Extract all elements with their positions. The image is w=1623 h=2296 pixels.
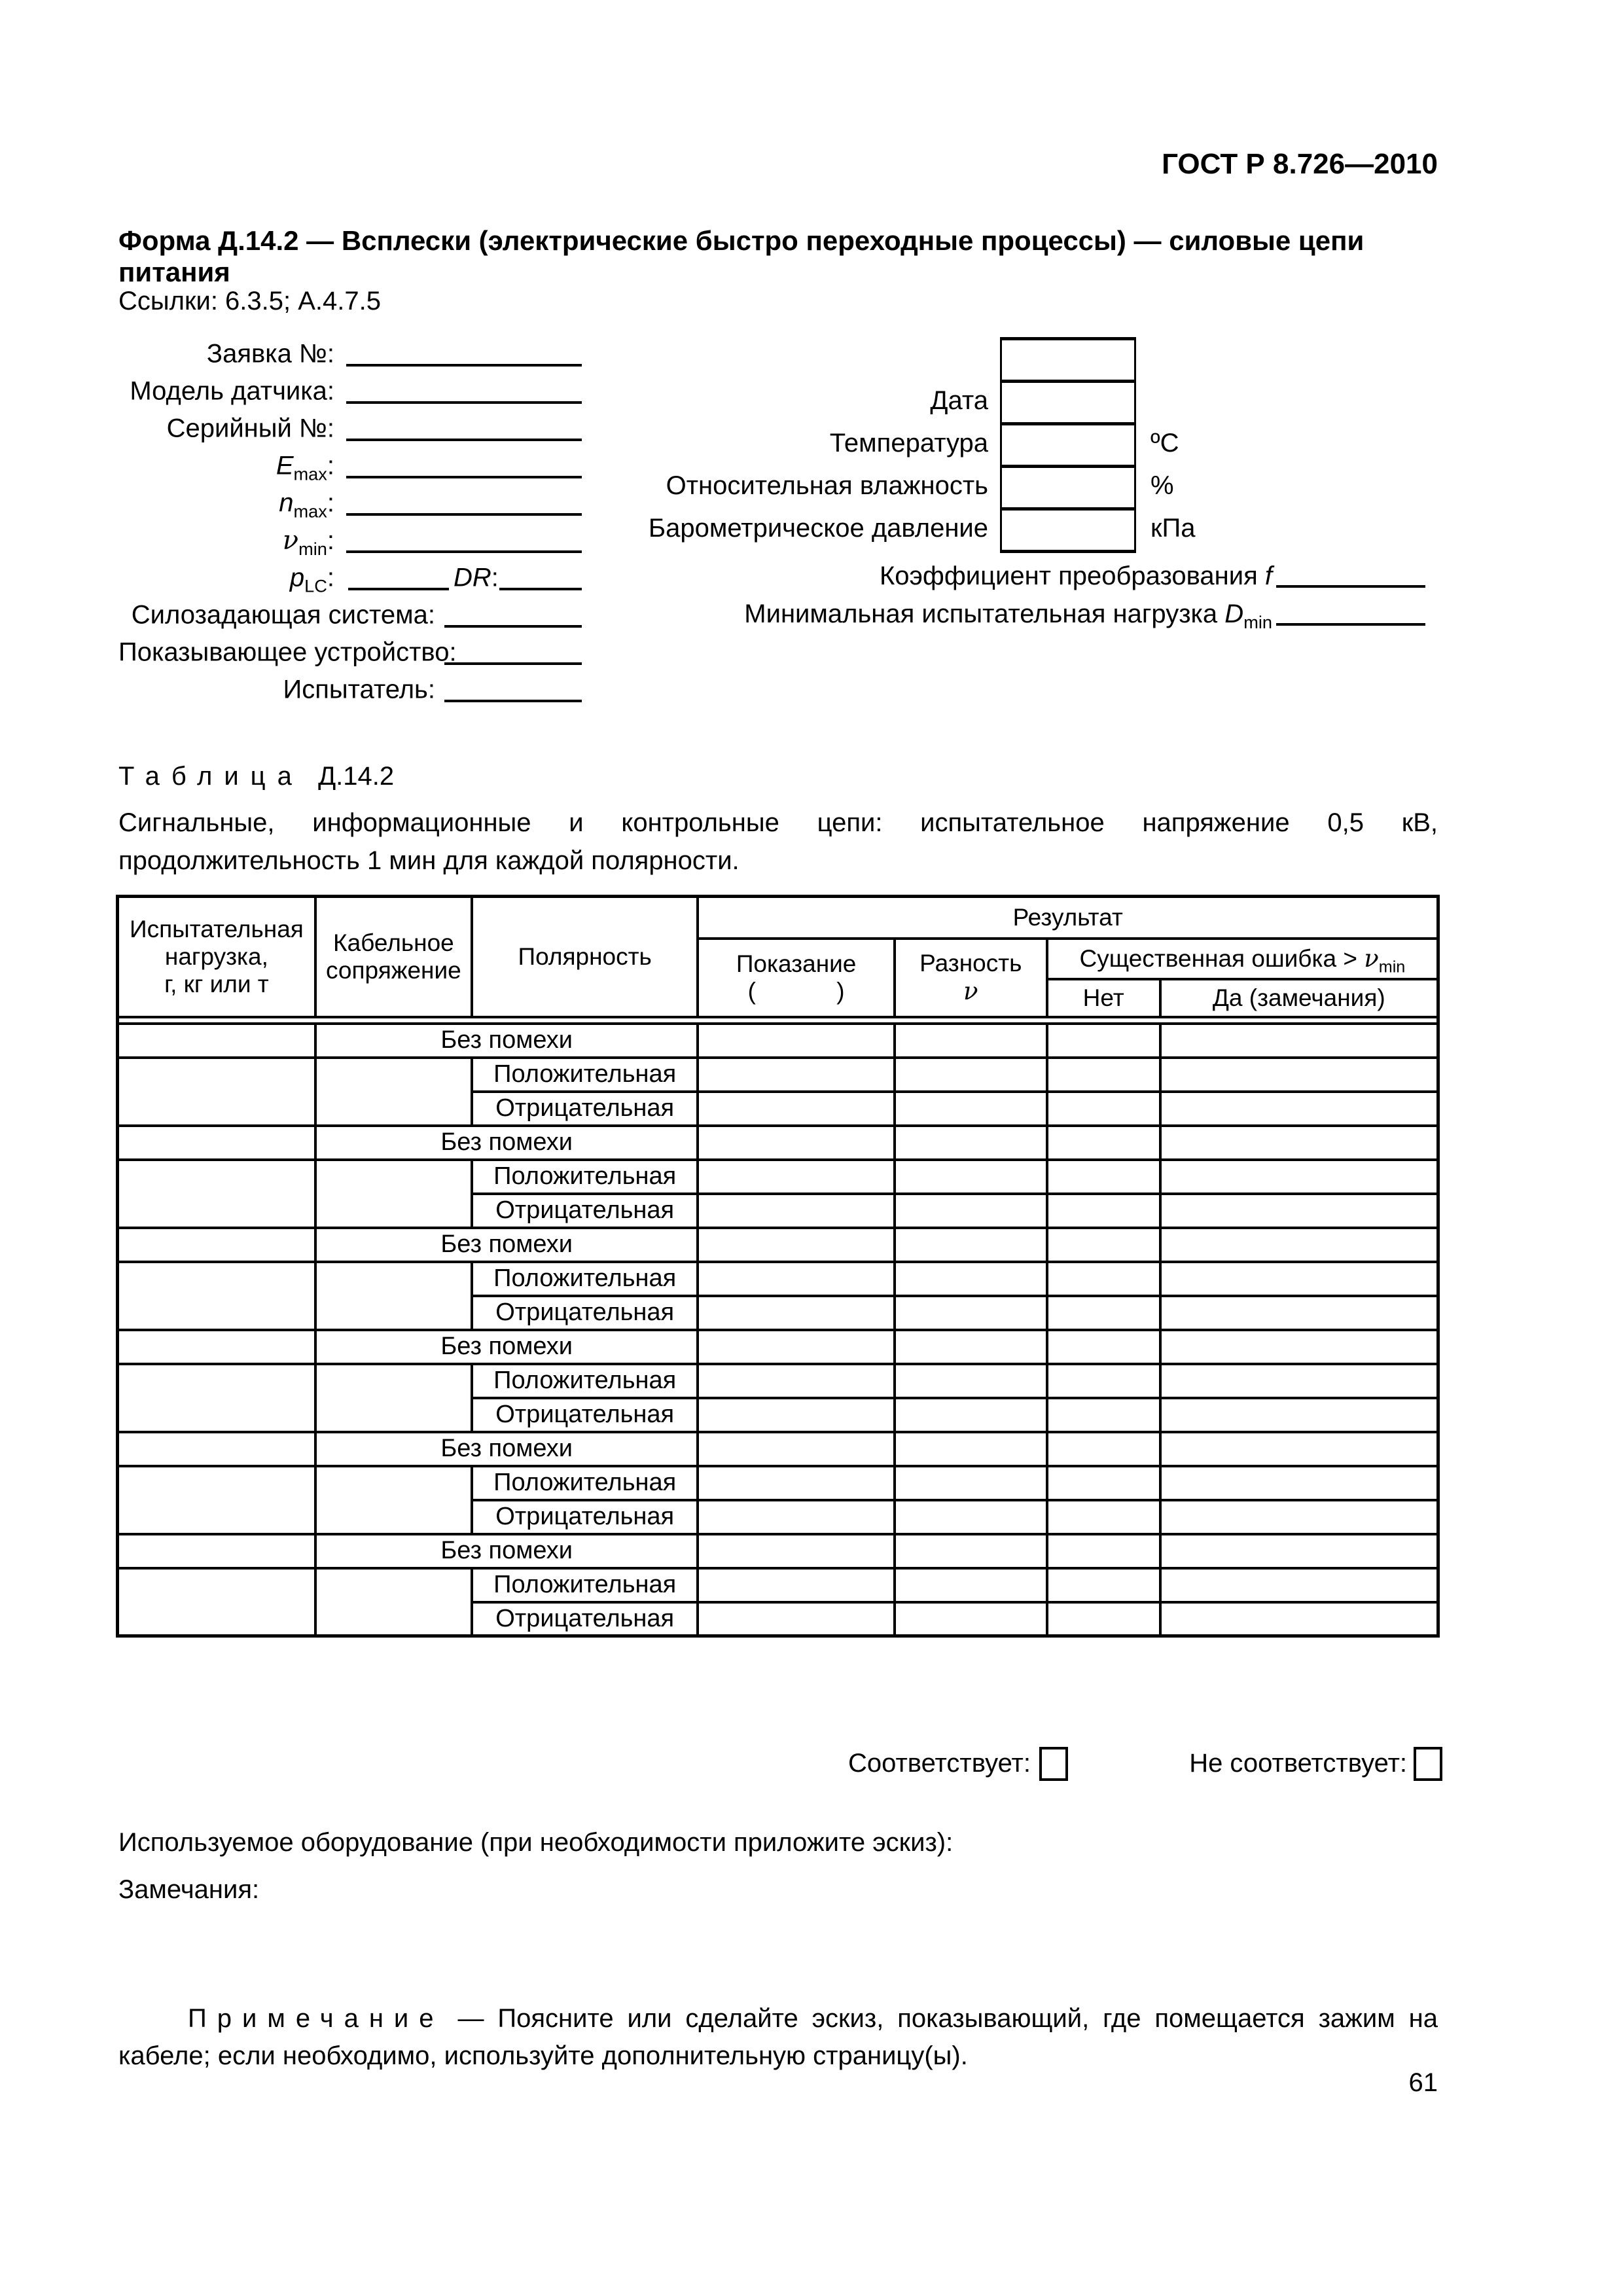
error-no-cell[interactable] [1047, 1092, 1160, 1126]
pass-label: Соответствует: [847, 1749, 1031, 1778]
polarity-cell: Отрицательная [472, 1092, 698, 1126]
table-header [118, 897, 1438, 1017]
load-cell[interactable] [118, 1364, 315, 1432]
error-yes-cell[interactable] [1160, 1330, 1438, 1364]
col-header-load: Испытательная нагрузка, г, кг или т [118, 897, 315, 1017]
temperature-box[interactable] [1002, 422, 1134, 465]
table-row-no-disturbance [118, 1432, 1438, 1466]
error-no-cell[interactable] [1047, 1602, 1160, 1636]
p-lc-label: $p_{LC}$: [289, 563, 334, 596]
load-cell[interactable] [118, 1160, 315, 1228]
table-row-positive [118, 1568, 1438, 1602]
error-yes-cell[interactable] [1160, 1364, 1438, 1398]
indication-cell[interactable] [698, 1024, 894, 1058]
error-no-cell[interactable] [1047, 1058, 1160, 1092]
table-row-positive [118, 1160, 1438, 1194]
sensor-model-label: Модель датчика: [130, 376, 334, 405]
request-no-label: Заявка №: [206, 339, 334, 368]
polarity-cell: Положительная [472, 1364, 698, 1398]
error-no-cell[interactable] [1047, 1024, 1160, 1058]
error-no-cell[interactable] [1047, 1534, 1160, 1568]
indication-cell[interactable] [698, 1126, 894, 1160]
polarity-cell: Отрицательная [472, 1398, 698, 1432]
difference-cell[interactable] [895, 1058, 1047, 1092]
load-cell[interactable] [118, 1228, 315, 1262]
load-cell[interactable] [118, 1466, 315, 1534]
pressure-label: Барометрическое давление [648, 514, 988, 543]
remarks-label: Замечания: [118, 1875, 260, 1904]
error-yes-cell[interactable] [1160, 1398, 1438, 1432]
error-no-cell[interactable] [1047, 1500, 1160, 1534]
polarity-cell: Положительная [472, 1262, 698, 1296]
col-header-error-no: Нет [1047, 979, 1160, 1017]
min-test-load-field[interactable] [1276, 623, 1425, 626]
force-system-label: Силозадающая система: [131, 600, 435, 629]
cable-coupling-cell[interactable] [315, 1466, 472, 1534]
v-min-label: $\nu_{min}$: [282, 525, 334, 559]
date-box[interactable] [1002, 380, 1134, 422]
error-yes-cell[interactable] [1160, 1296, 1438, 1330]
error-no-cell[interactable] [1047, 1262, 1160, 1296]
col-header-difference: Разность ν [895, 939, 1047, 1017]
table-row-positive [118, 1058, 1438, 1092]
page-title: Форма Д.14.2 — Всплески (электрические быстро переходные процессы) — силовые цепи питания [118, 225, 1364, 287]
col-header-cable: Кабельное сопряжение [315, 897, 472, 1017]
difference-cell[interactable] [895, 1398, 1047, 1432]
cable-coupling-cell[interactable] [315, 1364, 472, 1432]
difference-cell[interactable] [895, 1466, 1047, 1500]
force-system-field[interactable] [444, 625, 582, 628]
indication-cell[interactable] [698, 1432, 894, 1466]
difference-cell[interactable] [895, 1602, 1047, 1636]
error-yes-cell[interactable] [1160, 1466, 1438, 1500]
polarity-cell: Без помехи [315, 1126, 698, 1160]
p-lc-field[interactable] [348, 588, 449, 590]
difference-cell[interactable] [895, 1160, 1047, 1194]
error-no-cell[interactable] [1047, 1194, 1160, 1228]
page-number: 61 [1408, 2068, 1438, 2097]
form-row-tester [118, 671, 603, 708]
error-no-cell[interactable] [1047, 1364, 1160, 1398]
cable-coupling-cell[interactable] [315, 1262, 472, 1330]
indication-cell[interactable] [698, 1058, 894, 1092]
request-no-field[interactable] [346, 364, 582, 367]
error-yes-cell[interactable] [1160, 1024, 1438, 1058]
indication-cell[interactable] [698, 1602, 894, 1636]
load-cell[interactable] [118, 1058, 315, 1126]
humidity-box[interactable] [1002, 465, 1134, 507]
indication-cell[interactable] [698, 1194, 894, 1228]
references-text: Ссылки: 6.3.5; А.4.7.5 [118, 287, 381, 315]
table-caption: Таблица Д.14.2 [118, 762, 395, 791]
environment-units [1150, 422, 1196, 550]
cable-coupling-cell[interactable] [315, 1160, 472, 1228]
load-cell[interactable] [118, 1262, 315, 1330]
polarity-cell: Без помехи [315, 1330, 698, 1364]
form-row-p-lc [118, 559, 603, 596]
error-yes-cell[interactable] [1160, 1092, 1438, 1126]
error-yes-cell[interactable] [1160, 1568, 1438, 1602]
error-yes-cell[interactable] [1160, 1262, 1438, 1296]
load-cell[interactable] [118, 1432, 315, 1466]
load-cell[interactable] [118, 1126, 315, 1160]
difference-cell[interactable] [895, 1432, 1047, 1466]
table-row-no-disturbance [118, 1330, 1438, 1364]
dr-label: DR: [454, 563, 499, 592]
polarity-cell: Положительная [472, 1466, 698, 1500]
table-row-positive [118, 1466, 1438, 1500]
form-row-request-no [118, 335, 603, 372]
date-label: Дата [930, 386, 988, 415]
error-no-cell[interactable] [1047, 1466, 1160, 1500]
difference-cell[interactable] [895, 1534, 1047, 1568]
error-yes-cell[interactable] [1160, 1126, 1438, 1160]
fail-label: Не соответствует: [1189, 1749, 1407, 1778]
difference-cell[interactable] [895, 1364, 1047, 1398]
conversion-coefficient-field[interactable] [1276, 585, 1425, 588]
col-header-polarity: Полярность [472, 897, 698, 1017]
indication-cell[interactable] [698, 1296, 894, 1330]
indicating-device-label: Показывающее устройство: [118, 637, 457, 666]
polarity-cell: Положительная [472, 1160, 698, 1194]
error-no-cell[interactable] [1047, 1330, 1160, 1364]
table-row-no-disturbance [118, 1126, 1438, 1160]
indication-cell[interactable] [698, 1092, 894, 1126]
error-yes-cell[interactable] [1160, 1194, 1438, 1228]
form-row-indicating-device [118, 634, 603, 671]
indication-cell[interactable] [698, 1364, 894, 1398]
dr-field[interactable] [499, 588, 582, 590]
polarity-cell: Без помехи [315, 1228, 698, 1262]
indication-cell[interactable] [698, 1500, 894, 1534]
cable-coupling-cell[interactable] [315, 1058, 472, 1126]
environment-boxes [1000, 337, 1136, 553]
table-body [118, 1024, 1438, 1636]
double-rule [118, 1017, 1438, 1024]
pass-checkbox[interactable] [1039, 1747, 1068, 1781]
col-header-significant-error: Существенная ошибка > $\nu_{min}$ [1047, 939, 1438, 979]
col-header-indication: Показание ( ) [698, 939, 894, 1017]
table-row-positive [118, 1262, 1438, 1296]
difference-cell[interactable] [895, 1330, 1047, 1364]
error-no-cell[interactable] [1047, 1432, 1160, 1466]
polarity-cell: Отрицательная [472, 1194, 698, 1228]
form-row-force-system [118, 596, 603, 634]
tester-field[interactable] [444, 700, 582, 702]
difference-cell[interactable] [895, 1024, 1047, 1058]
error-no-cell[interactable] [1047, 1228, 1160, 1262]
table-row-no-disturbance [118, 1024, 1438, 1058]
load-cell[interactable] [118, 1330, 315, 1364]
polarity-cell: Отрицательная [472, 1296, 698, 1330]
fail-checkbox[interactable] [1414, 1747, 1442, 1781]
table-row-positive [118, 1364, 1438, 1398]
min-test-load-label: Минимальная испытательная нагрузка $D_{min}$ [744, 600, 1272, 632]
col-header-result: Результат [698, 897, 1438, 939]
tester-label: Испытатель: [283, 675, 435, 704]
equipment-label: Используемое оборудование (при необходимости приложите эскиз): [118, 1828, 954, 1857]
pressure-box[interactable] [1002, 507, 1134, 553]
temperature-unit: ºC [1150, 429, 1179, 457]
temperature-label: Температура [829, 429, 988, 457]
error-yes-cell[interactable] [1160, 1432, 1438, 1466]
polarity-cell: Положительная [472, 1058, 698, 1092]
polarity-cell: Без помехи [315, 1024, 698, 1058]
note-paragraph: Примечание — Поясните или сделайте эскиз, показывающий, где помещается зажим на кабеле; если необходимо, используйте дополнительную страницу(ы). [118, 2004, 1438, 2070]
serial-no-label: Серийный №: [166, 414, 334, 442]
humidity-unit: % [1150, 471, 1174, 500]
test-results-table [116, 895, 1440, 1638]
error-yes-cell[interactable] [1160, 1228, 1438, 1262]
error-no-cell[interactable] [1047, 1398, 1160, 1432]
difference-cell[interactable] [895, 1126, 1047, 1160]
v-min-field[interactable] [346, 550, 582, 553]
table-row-no-disturbance [118, 1228, 1438, 1262]
difference-cell[interactable] [895, 1568, 1047, 1602]
difference-cell[interactable] [895, 1262, 1047, 1296]
difference-cell[interactable] [895, 1194, 1047, 1228]
error-no-cell[interactable] [1047, 1568, 1160, 1602]
difference-cell[interactable] [895, 1296, 1047, 1330]
difference-cell[interactable] [895, 1092, 1047, 1126]
table-description: Сигнальные, информационные и контрольные цепи: испытательное напряжение 0,5 кВ, продолжительность 1 мин для каждой полярности. [118, 808, 1438, 875]
error-no-cell[interactable] [1047, 1160, 1160, 1194]
polarity-cell: Отрицательная [472, 1500, 698, 1534]
error-yes-cell[interactable] [1160, 1534, 1438, 1568]
polarity-cell: Без помехи [315, 1432, 698, 1466]
error-yes-cell[interactable] [1160, 1500, 1438, 1534]
polarity-cell: Положительная [472, 1568, 698, 1602]
compliance-row [118, 1745, 1440, 1782]
indication-cell[interactable] [698, 1262, 894, 1296]
standard-number: ГОСТ Р 8.726—2010 [1162, 148, 1438, 180]
load-cell[interactable] [118, 1568, 315, 1636]
error-yes-cell[interactable] [1160, 1058, 1438, 1092]
error-no-cell[interactable] [1047, 1296, 1160, 1330]
polarity-cell: Без помехи [315, 1534, 698, 1568]
n-max-label: $n_{max}$: [279, 488, 334, 521]
indication-cell[interactable] [698, 1534, 894, 1568]
error-no-cell[interactable] [1047, 1126, 1160, 1160]
indicating-device-field[interactable] [444, 662, 582, 665]
pressure-unit: кПа [1150, 514, 1196, 543]
indication-cell[interactable] [698, 1466, 894, 1500]
difference-cell[interactable] [895, 1500, 1047, 1534]
e-max-label: $E_{max}$: [276, 451, 334, 484]
error-yes-cell[interactable] [1160, 1602, 1438, 1636]
error-yes-cell[interactable] [1160, 1160, 1438, 1194]
load-cell[interactable] [118, 1534, 315, 1568]
col-header-error-yes: Да (замечания) [1160, 979, 1438, 1017]
environment-labels [458, 380, 988, 550]
indication-cell[interactable] [698, 1330, 894, 1364]
indication-cell[interactable] [698, 1398, 894, 1432]
load-cell[interactable] [118, 1024, 315, 1058]
cable-coupling-cell[interactable] [315, 1568, 472, 1636]
header-body-divider [118, 1017, 1438, 1024]
indication-cell[interactable] [698, 1228, 894, 1262]
indication-cell[interactable] [698, 1568, 894, 1602]
humidity-label: Относительная влажность [666, 471, 988, 500]
indication-cell[interactable] [698, 1160, 894, 1194]
polarity-cell: Отрицательная [472, 1602, 698, 1636]
spare-box[interactable] [1002, 337, 1134, 380]
difference-cell[interactable] [895, 1228, 1047, 1262]
table-row-no-disturbance [118, 1534, 1438, 1568]
conversion-coefficient-label: Коэффициент преобразования f [879, 562, 1272, 590]
